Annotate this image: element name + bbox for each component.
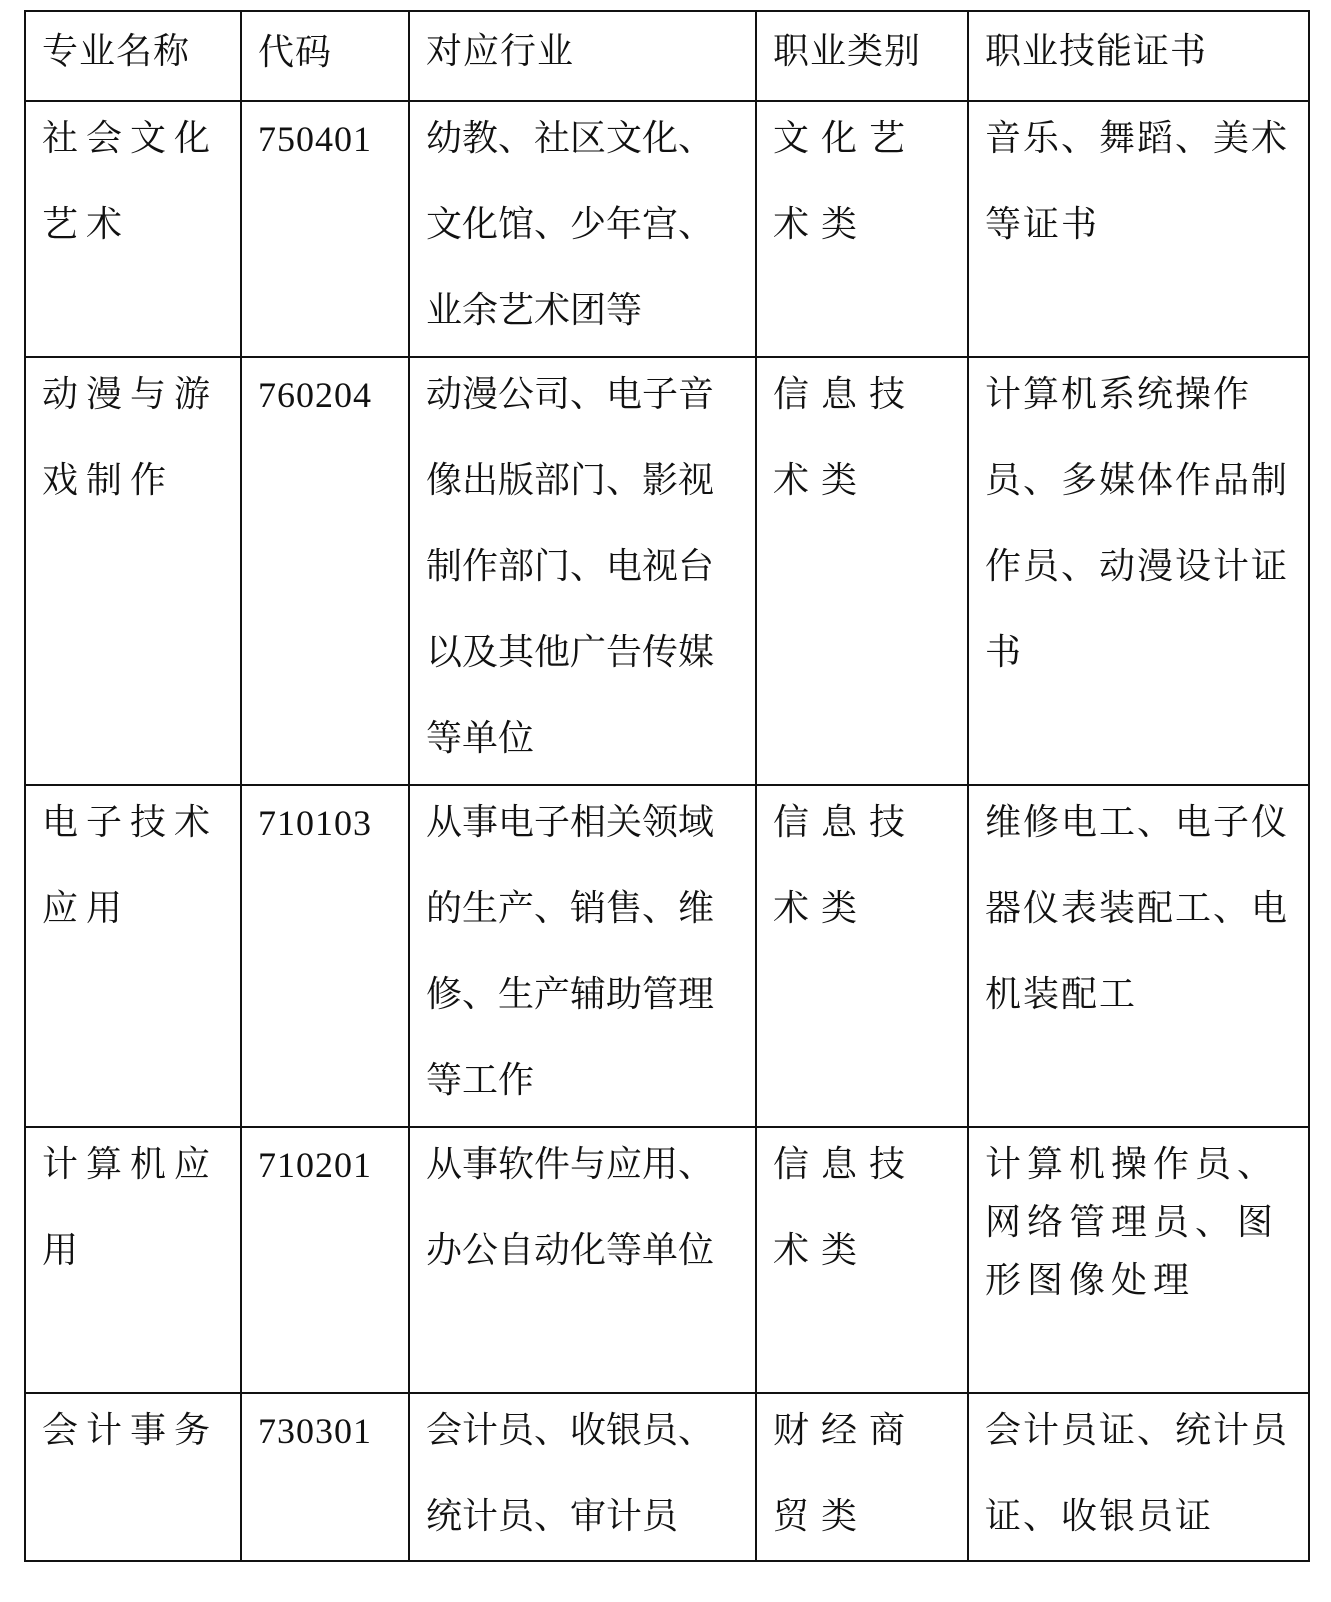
header-code: 代码	[241, 11, 409, 101]
header-name: 专业名称	[25, 11, 241, 101]
major-name-cell: 会计事务	[25, 1393, 241, 1561]
industry-cell: 会计员、收银员、统计员、审计员	[409, 1393, 756, 1561]
major-code-cell: 710103	[241, 785, 409, 1127]
certificate-cell: 计算机系统操作员、多媒体作品制作员、动漫设计证书	[968, 357, 1309, 785]
industry-cell: 从事电子相关领域的生产、销售、维修、生产辅助管理等工作	[409, 785, 756, 1127]
header-category: 职业类别	[756, 11, 968, 101]
header-certificate: 职业技能证书	[968, 11, 1309, 101]
major-name-cell: 计算机应用	[25, 1127, 241, 1393]
major-code-cell: 750401	[241, 101, 409, 357]
category-cell: 信息技术类	[756, 1127, 968, 1393]
industry-cell: 从事软件与应用、办公自动化等单位	[409, 1127, 756, 1393]
major-code-cell: 760204	[241, 357, 409, 785]
category-cell: 文化艺术类	[756, 101, 968, 357]
header-row	[25, 11, 1309, 101]
certificate-cell: 计算机操作员、网络管理员、图形图像处理	[968, 1127, 1309, 1393]
major-name-cell: 社会文化艺术	[25, 101, 241, 357]
industry-cell: 动漫公司、电子音像出版部门、影视制作部门、电视台以及其他广告传媒等单位	[409, 357, 756, 785]
certificate-cell: 维修电工、电子仪器仪表装配工、电机装配工	[968, 785, 1309, 1127]
major-code-cell: 710201	[241, 1127, 409, 1393]
major-name-cell: 动漫与游戏制作	[25, 357, 241, 785]
major-name-cell: 电子技术应用	[25, 785, 241, 1127]
majors-table	[24, 10, 1310, 1562]
certificate-cell: 音乐、舞蹈、美术等证书	[968, 101, 1309, 357]
header-industry: 对应行业	[409, 11, 756, 101]
table-row	[25, 101, 1309, 357]
certificate-cell: 会计员证、统计员证、收银员证	[968, 1393, 1309, 1561]
table-row	[25, 357, 1309, 785]
category-cell: 信息技术类	[756, 357, 968, 785]
table-row	[25, 785, 1309, 1127]
category-cell: 信息技术类	[756, 785, 968, 1127]
table-row	[25, 1393, 1309, 1561]
category-cell: 财经商贸类	[756, 1393, 968, 1561]
major-code-cell: 730301	[241, 1393, 409, 1561]
table-row	[25, 1127, 1309, 1393]
industry-cell: 幼教、社区文化、文化馆、少年宫、业余艺术团等	[409, 101, 756, 357]
